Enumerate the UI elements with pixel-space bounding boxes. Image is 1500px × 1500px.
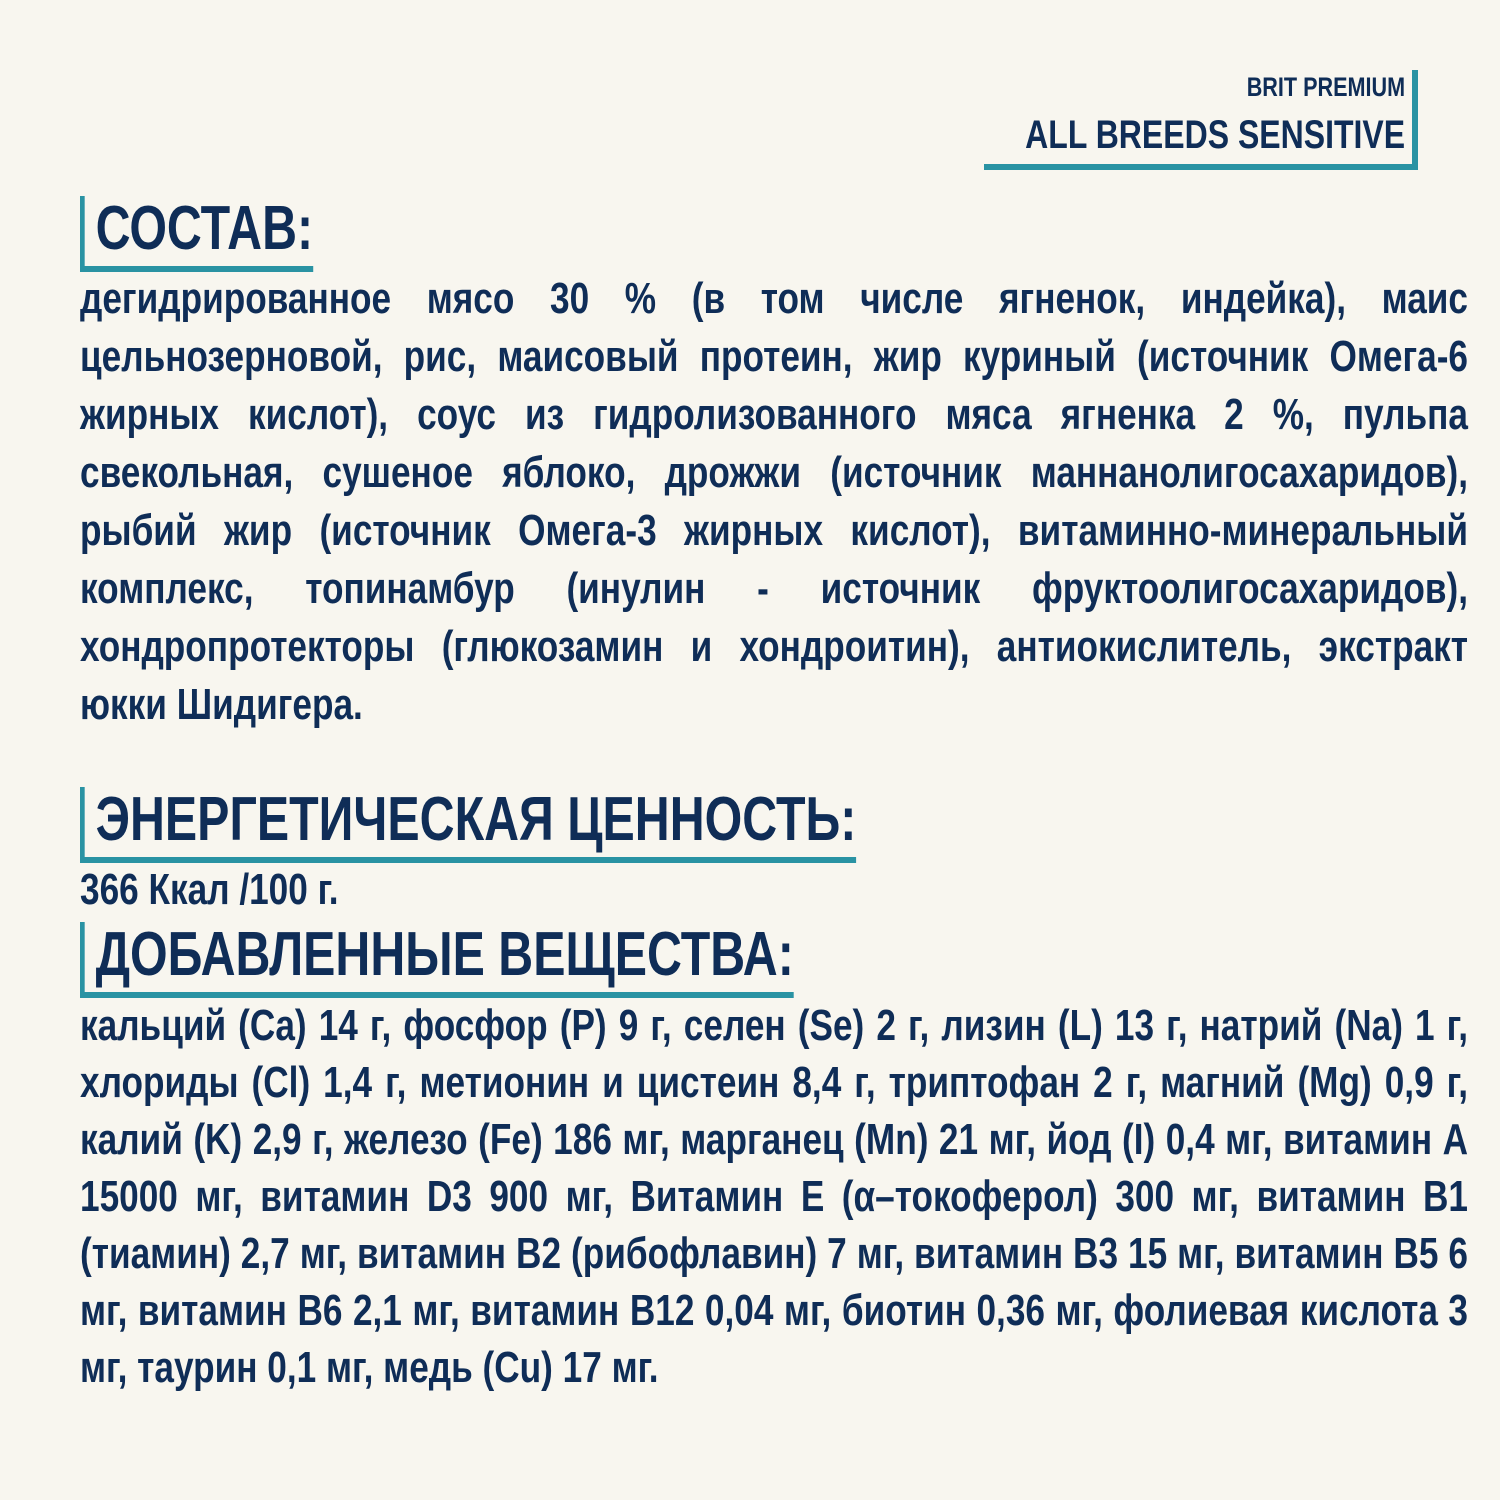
brand-name: BRIT PREMIUM [1246,72,1406,102]
brand-block [927,70,1418,160]
energy-heading: ЭНЕРГЕТИЧЕСКАЯ ЦЕННОСТЬ: [80,787,856,863]
energy-text: 366 Ккал /100 г. [80,865,339,914]
additives-heading: ДОБАВЛЕННЫЕ ВЕЩЕСТВА: [80,922,794,998]
composition-text: дегидрированное мясо 30 % (в том числе ягненок, индейка), маис цельнозерновой, рис, маисовый протеин, жир куриный (источник Омега-6 жирных кислот), соус из гидролизованного мяса ягненка 2 %, пульпа свекольная, сушеное яблоко, дрожжи (источник маннанолигосахаридов), рыбий жир (источник Омега-3 жирных кислот), витаминно-минеральный комплекс, топинамбур (инулин - источник фруктоолигосахаридов), хондропротекторы (глюкозамин и хондроитин), антиокислитель, экстракт юкки Шидигера. [80,274,1468,729]
composition-heading: СОСТАВ: [80,196,313,272]
product-name: ALL BREEDS SENSITIVE [1025,113,1406,157]
additives-text: кальций (Ca) 14 г, фосфор (P) 9 г, селен (Se) 2 г, лизин (L) 13 г, натрий (Na) 1 г, хлориды (Cl) 1,4 г, метионин и цистеин 8,4 г, триптофан 2 г, магний (Mg) 0,9 г, калий (K) 2,9 г, железо (Fe) 186 мг, марганец (Mn) 21 мг, йод (I) 0,4 мг, витамин А 15000 мг, витамин D3 900 мг, Витамин Е (α–токоферол) 300 мг, витамин В1 (тиамин) 2,7 мг, витамин В2 (рибофлавин) 7 мг, витамин В3 15 мг, витамин В5 6 мг, витамин В6 2,1 мг, витамин В12 0,04 мг, биотин 0,36 мг, фолиевая кислота 3 мг, таурин 0,1 мг, медь (Cu) 17 мг. [80,1001,1468,1392]
brand-accent-vertical [1412,70,1418,164]
brand-accent-horizontal [984,164,1418,170]
